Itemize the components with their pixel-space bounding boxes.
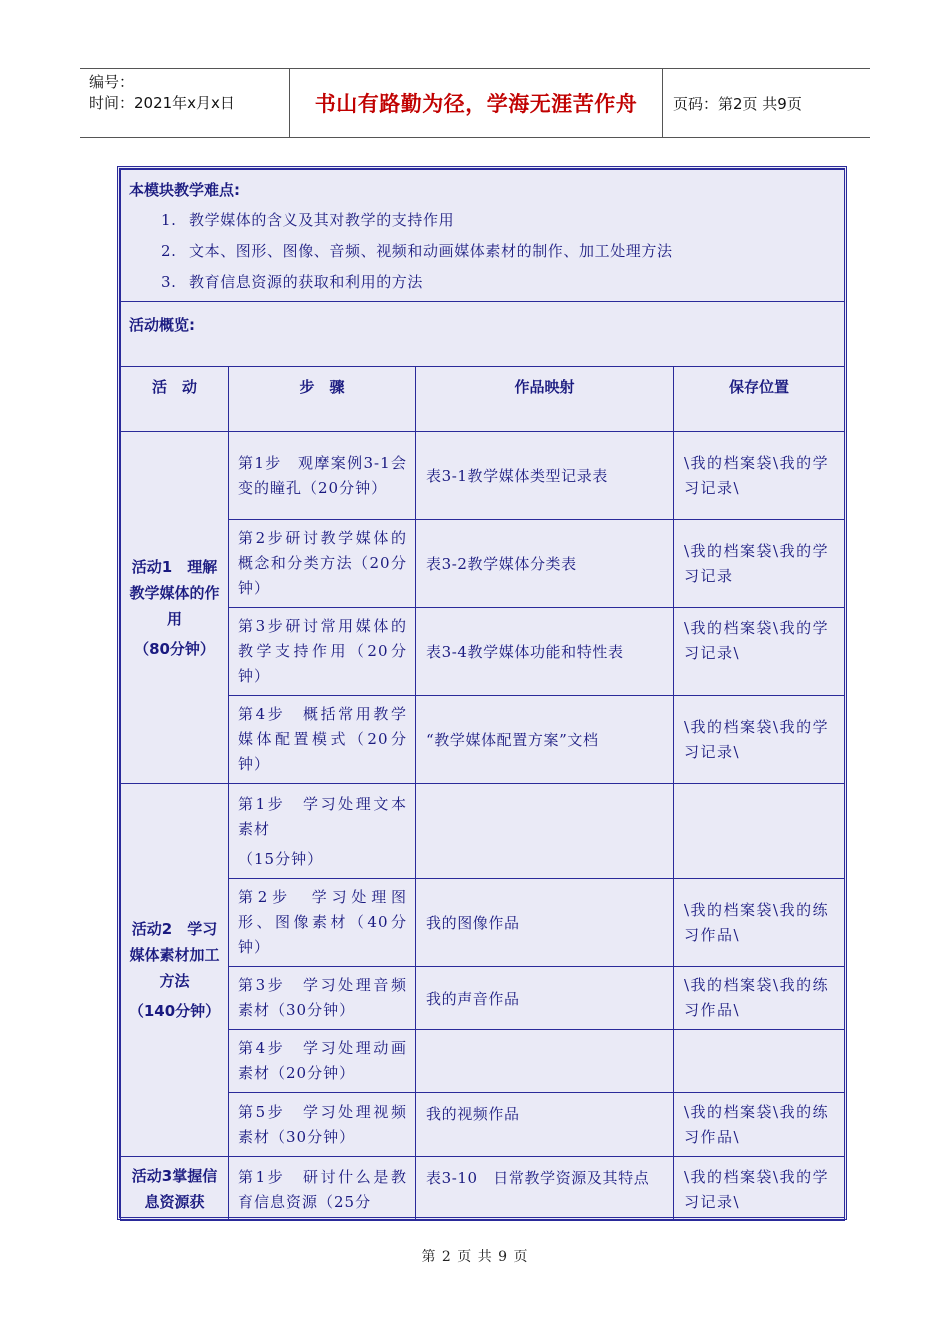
page-header [80,68,870,138]
step-cell: 第4步 学习处理动画素材（20分钟） [229,1030,416,1093]
table-row [121,967,845,1030]
column-header-steps: 步 骤 [229,367,416,432]
overview-cell [121,302,845,367]
step-cell: 第3步研讨常用媒体的教学支持作用（20分钟） [229,608,416,696]
difficulties-title: 本模块教学难点: [129,181,240,199]
step-text: 第1步 学习处理文本素材 [238,795,407,838]
list-item-number: 1. [161,211,177,229]
work-cell: 我的图像作品 [416,879,674,967]
step-cell: 第4步 概括常用教学媒体配置模式（20分钟） [229,696,416,784]
save-location-cell: \我的档案袋\我的学习记录\ [674,608,845,696]
header-meta [80,69,290,137]
overview-row [121,302,845,367]
column-header-save: 保存位置 [674,367,845,432]
activity-name: 活动2 学习媒体素材加工方法 [129,920,220,990]
list-item [129,208,836,239]
table-row [121,432,845,520]
save-location-cell: \我的档案袋\我的学习记录\ [674,432,845,520]
column-header-row [121,367,845,432]
list-item-text: 教育信息资源的获取和利用的方法 [189,273,424,291]
work-cell: 表3-1教学媒体类型记录表 [416,432,674,520]
save-location-cell: \我的档案袋\我的学习记录 [674,520,845,608]
document-time-label: 时间：2021年x月x日 [89,94,235,112]
activity-cell [121,1157,229,1221]
step-cell: 第2步研讨教学媒体的概念和分类方法（20分钟） [229,520,416,608]
activity-table-frame [117,166,847,1220]
save-location-cell: \我的档案袋\我的练习作品\ [674,879,845,967]
column-header-activity: 活 动 [121,367,229,432]
work-cell: 我的声音作品 [416,967,674,1030]
overview-title: 活动概览: [129,316,195,334]
page-footer: 第 2 页 共 9 页 [421,1249,529,1265]
list-item [129,239,836,270]
table-row [121,696,845,784]
work-cell: 表3-10 日常教学资源及其特点 [416,1157,674,1221]
step-cell: 第3步 学习处理音频素材（30分钟） [229,967,416,1030]
table-row [121,1030,845,1093]
step-cell [229,784,416,879]
header-motto: 书山有路勤为径，学海无涯苦作舟 [290,69,663,137]
step-duration: （15分钟） [238,850,324,868]
work-cell: 表3-4教学媒体功能和特性表 [416,608,674,696]
activity-cell [121,432,229,784]
list-item-number: 3. [161,273,177,291]
table-row [121,608,845,696]
activity-duration: （80分钟） [134,639,215,658]
list-item-text: 文本、图形、图像、音频、视频和动画媒体素材的制作、加工处理方法 [189,242,673,260]
column-header-work: 作品映射 [416,367,674,432]
activity-duration: （140分钟） [128,1002,221,1020]
save-location-cell [674,1030,845,1093]
document-number-label: 编号： [89,73,135,91]
save-location-cell: \我的档案袋\我的学习记录\ [674,1157,845,1221]
table-row [121,1157,845,1221]
save-location-cell: \我的档案袋\我的练习作品\ [674,967,845,1030]
save-location-cell: \我的档案袋\我的练习作品\ [674,1093,845,1157]
step-cell: 第2步 学习处理图形、图像素材（40分钟） [229,879,416,967]
activity-table [120,169,845,1221]
step-cell: 第5步 学习处理视频素材（30分钟） [229,1093,416,1157]
list-item-text: 教学媒体的含义及其对教学的支持作用 [189,211,455,229]
save-location-cell: \我的档案袋\我的学习记录\ [674,696,845,784]
difficulties-cell [121,170,845,302]
difficulties-row [121,170,845,302]
work-cell [416,1030,674,1093]
work-cell [416,784,674,879]
work-cell: “教学媒体配置方案”文档 [416,696,674,784]
step-cell: 第1步 观摩案例3-1会变的瞳孔（20分钟） [229,432,416,520]
activity-cell [121,784,229,1157]
step-cell: 第1步 研讨什么是教育信息资源（25分 [229,1157,416,1221]
difficulties-list [129,208,836,301]
table-row [121,520,845,608]
list-item [129,270,836,301]
activity-name: 活动3掌握信息资源获 [131,1167,218,1211]
work-cell: 表3-2教学媒体分类表 [416,520,674,608]
work-cell: 我的视频作品 [416,1093,674,1157]
table-row [121,784,845,879]
header-page-label: 页码：第2页 共9页 [673,94,802,113]
list-item-number: 2. [161,242,177,260]
table-row [121,879,845,967]
save-location-cell [674,784,845,879]
table-row [121,1093,845,1157]
activity-name: 活动1 理解教学媒体的作用 [129,557,220,628]
